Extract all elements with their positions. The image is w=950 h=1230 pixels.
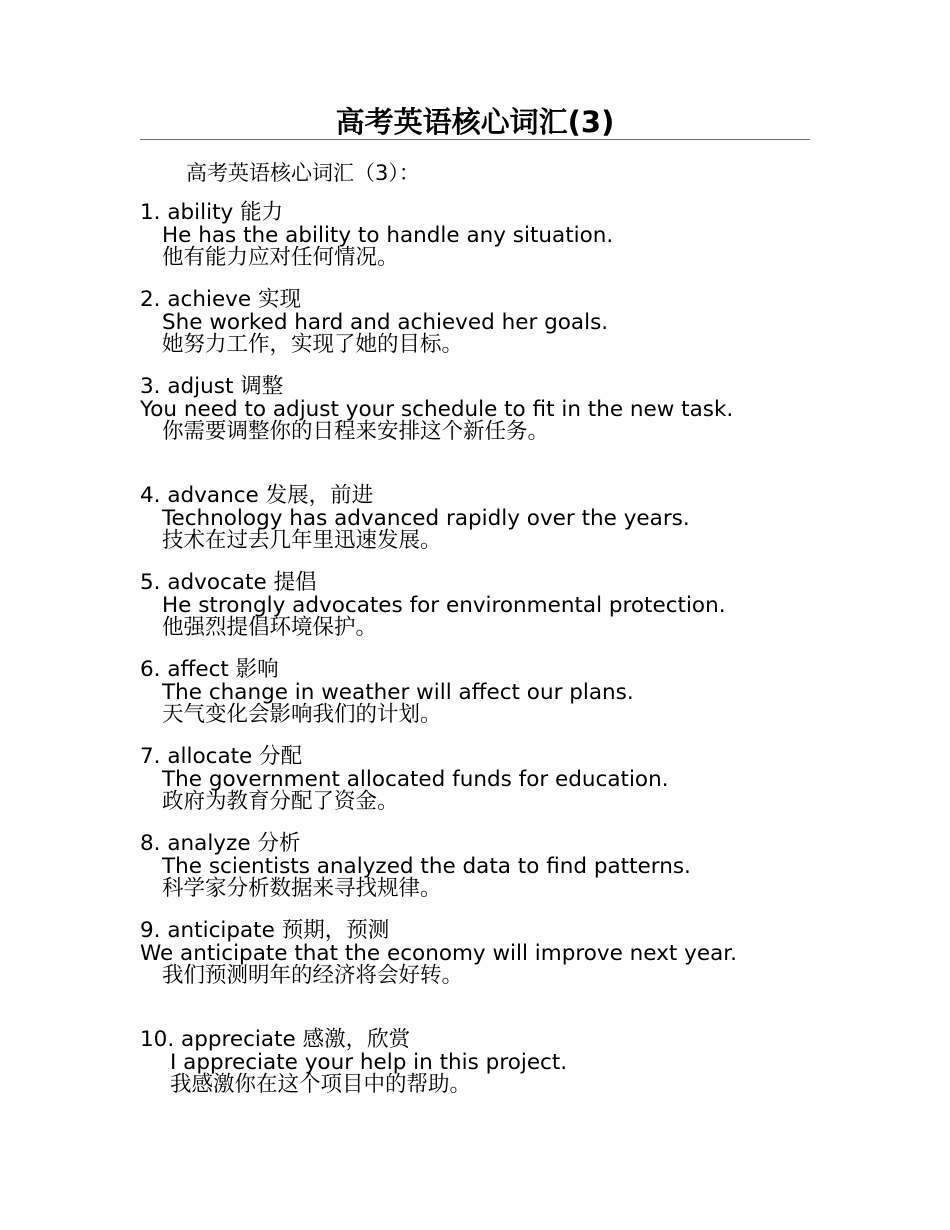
entry-word: analyze [167, 831, 251, 856]
example-english: He strongly advocates for environmental protection. [162, 592, 726, 618]
example-chinese: 你需要调整你的日程来安排这个新任务。 [162, 419, 550, 444]
entry-heading [140, 485, 790, 508]
entry-number: 4. [140, 483, 161, 508]
example-english: The change in weather will affect our plans. [162, 679, 634, 705]
entry-number: 8. [140, 831, 161, 856]
entry-heading [140, 1029, 790, 1052]
entry-meaning: 能力 [240, 200, 284, 225]
entry-number: 1. [140, 200, 161, 225]
entry-number: 2. [140, 287, 161, 312]
vocabulary-list [140, 202, 790, 1116]
example-chinese: 她努力工作，实现了她的目标。 [162, 332, 464, 357]
vocab-entry-7 [140, 746, 790, 833]
example-english: The government allocated funds for education. [162, 766, 669, 792]
entry-heading [140, 376, 790, 399]
entry-word: anticipate [167, 918, 275, 943]
entry-word: affect [167, 657, 229, 682]
entry-meaning: 实现 [257, 287, 301, 312]
entry-meaning: 分析 [257, 831, 301, 856]
entry-number: 5. [140, 570, 161, 595]
entry-heading [140, 659, 790, 682]
intro-line: 高考英语核心词汇（3）： [186, 161, 420, 185]
entry-heading [140, 572, 790, 595]
entry-word: advance [167, 483, 259, 508]
vocab-entry-9 [140, 920, 790, 1029]
example-english: We anticipate that the economy will improve next year. [140, 940, 737, 966]
vocab-entry-2 [140, 289, 790, 376]
example-english: The scientists analyzed the data to find patterns. [162, 853, 691, 879]
example-english: You need to adjust your schedule to fit in the new task. [140, 396, 734, 422]
vocab-entry-6 [140, 659, 790, 746]
entry-meaning: 影响 [235, 657, 279, 682]
entry-word: advocate [167, 570, 267, 595]
example-english: She worked hard and achieved her goals. [162, 309, 609, 335]
example-chinese: 他有能力应对任何情况。 [162, 245, 399, 270]
vocab-entry-8 [140, 833, 790, 920]
entry-meaning: 感激，欣赏 [302, 1027, 411, 1052]
example-english: Technology has advanced rapidly over the years. [162, 505, 690, 531]
vocab-entry-3 [140, 376, 790, 485]
entry-meaning: 发展，前进 [265, 483, 374, 508]
entry-word: adjust [167, 374, 234, 399]
vocab-entry-10 [140, 1029, 790, 1116]
entry-word: ability [167, 200, 234, 225]
example-chinese: 技术在过去几年里迅速发展。 [162, 528, 442, 553]
entry-number: 10. [140, 1027, 175, 1052]
example-english: I appreciate your help in this project. [170, 1049, 568, 1075]
example-chinese: 他强烈提倡环境保护。 [162, 615, 378, 640]
entry-heading [140, 289, 790, 312]
example-chinese: 我们预测明年的经济将会好转。 [162, 963, 464, 988]
document-title: 高考英语核心词汇(3) [335, 105, 615, 139]
entry-meaning: 预期，预测 [281, 918, 390, 943]
example-chinese: 我感激你在这个项目中的帮助。 [170, 1072, 472, 1097]
vocab-entry-5 [140, 572, 790, 659]
entry-meaning: 提倡 [273, 570, 317, 595]
entry-heading [140, 746, 790, 769]
entry-number: 3. [140, 374, 161, 399]
title-underline [140, 139, 810, 140]
entry-word: allocate [167, 744, 253, 769]
entry-number: 9. [140, 918, 161, 943]
example-chinese: 政府为教育分配了资金。 [162, 789, 399, 814]
example-english: He has the ability to handle any situation. [162, 222, 614, 248]
entry-number: 6. [140, 657, 161, 682]
entry-meaning: 分配 [259, 744, 303, 769]
entry-number: 7. [140, 744, 161, 769]
vocab-entry-4 [140, 485, 790, 572]
entry-heading [140, 833, 790, 856]
entry-meaning: 调整 [240, 374, 284, 399]
entry-heading [140, 202, 790, 225]
entry-heading [140, 920, 790, 943]
vocab-entry-1 [140, 202, 790, 289]
entry-word: appreciate [181, 1027, 296, 1052]
example-chinese: 天气变化会影响我们的计划。 [162, 702, 442, 727]
entry-word: achieve [167, 287, 252, 312]
example-chinese: 科学家分析数据来寻找规律。 [162, 876, 442, 901]
